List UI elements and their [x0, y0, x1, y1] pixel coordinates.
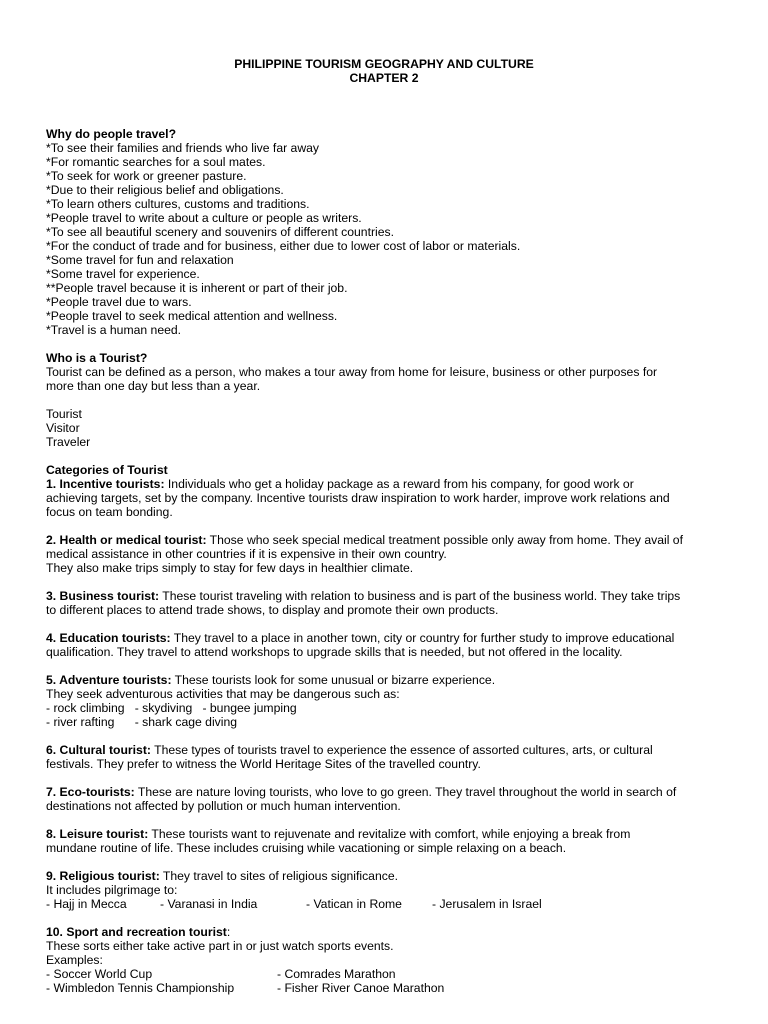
category-text: to different places to attend trade shows, to display and promote their own products. — [46, 603, 499, 617]
category-text: These sorts either take active part in or just watch sports events. — [46, 939, 394, 953]
sport-examples — [46, 967, 736, 981]
term-tourist: Tourist — [46, 407, 82, 421]
category-label: 5. Adventure tourists: — [46, 673, 172, 687]
sport-example: - Fisher River Canoe Marathon — [277, 981, 445, 995]
sport-example: - Comrades Marathon — [277, 967, 396, 981]
category-text: These tourist traveling with relation to business and is part of the business world. They take trips — [159, 589, 681, 603]
why-item: *To see their families and friends who live far away — [46, 141, 319, 155]
pilgrimage-item: - Hajj in Mecca — [46, 897, 127, 911]
why-item: *For romantic searches for a soul mates. — [46, 155, 266, 169]
why-item: *People travel due to wars. — [46, 295, 192, 309]
category-text: Examples: — [46, 953, 103, 967]
why-item: *Travel is a human need. — [46, 323, 182, 337]
who-definition-line: more than one day but less than a year. — [46, 379, 261, 393]
category-label: 1. Incentive tourists: — [46, 477, 165, 491]
category-text: These types of tourists travel to experience the essence of assorted cultures, arts, or cultural — [150, 743, 653, 757]
title-block — [0, 57, 768, 85]
category-label: 2. Health or medical tourist: — [46, 533, 207, 547]
category-text: focus on team bonding. — [46, 505, 173, 519]
chapter-label: CHAPTER 2 — [349, 71, 419, 85]
category-text: qualification. They travel to attend workshops to upgrade skills that is needed, but not offered in the locality. — [46, 645, 623, 659]
category-text: It includes pilgrimage to: — [46, 883, 178, 897]
category-education — [46, 631, 736, 659]
category-text: They also make trips simply to stay for few days in healthier climate. — [46, 561, 414, 575]
pilgrimage-item: - Vatican in Rome — [306, 897, 402, 911]
category-label-colon: : — [226, 925, 231, 939]
category-cultural — [46, 743, 736, 771]
why-section — [46, 127, 736, 337]
document-title: PHILIPPINE TOURISM GEOGRAPHY AND CULTURE — [234, 57, 534, 71]
category-text: They travel to sites of religious significance. — [159, 869, 398, 883]
who-definition-line: Tourist can be defined as a person, who makes a tour away from home for leisure, business or other purposes for — [46, 365, 658, 379]
pilgrimage-item: - Varanasi in India — [160, 897, 258, 911]
category-incentive — [46, 477, 736, 519]
category-leisure — [46, 827, 736, 855]
why-heading: Why do people travel? — [46, 127, 177, 141]
pilgrimage-list — [46, 897, 736, 911]
category-religious — [46, 869, 736, 911]
category-text: Individuals who get a holiday package as a reward from his company, for good work or — [164, 477, 634, 491]
category-text: These are nature loving tourists, who love to go green. They travel throughout the world in search of — [134, 785, 677, 799]
category-text: festivals. They prefer to witness the World Heritage Sites of the travelled country. — [46, 757, 481, 771]
category-eco — [46, 785, 736, 813]
activity-list: - river rafting - shark cage diving — [46, 715, 238, 729]
category-label: 7. Eco-tourists: — [46, 785, 135, 799]
category-text: These tourists want to rejuvenate and revitalize with comfort, while enjoying a break from — [148, 827, 631, 841]
who-section — [46, 351, 736, 449]
why-item: *For the conduct of trade and for business, either due to lower cost of labor or materials. — [46, 239, 521, 253]
category-text: They seek adventurous activities that may be dangerous such as: — [46, 687, 400, 701]
categories-heading: Categories of Tourist — [46, 463, 168, 477]
why-item: *Some travel for fun and relaxation — [46, 253, 234, 267]
category-text: These tourists look for some unusual or bizarre experience. — [171, 673, 496, 687]
why-item: *To learn others cultures, customs and traditions. — [46, 197, 310, 211]
category-sport — [46, 925, 736, 995]
term-visitor: Visitor — [46, 421, 80, 435]
category-text: mundane routine of life. These includes cruising while vacationing or simple relaxing on a beach. — [46, 841, 567, 855]
category-label: 8. Leisure tourist: — [46, 827, 149, 841]
activity-list: - rock climbing - skydiving - bungee jumping — [46, 701, 297, 715]
why-item: *Some travel for experience. — [46, 267, 200, 281]
category-label: 10. Sport and recreation tourist — [46, 925, 227, 939]
category-text: achieving targets, set by the company. Incentive tourists draw inspiration to work harder, improve work relations and — [46, 491, 670, 505]
why-item: *To see all beautiful scenery and souvenirs of different countries. — [46, 225, 394, 239]
category-label: 4. Education tourists: — [46, 631, 171, 645]
sport-example: - Soccer World Cup — [46, 967, 153, 981]
category-label: 3. Business tourist: — [46, 589, 160, 603]
why-item: *People travel to seek medical attention and wellness. — [46, 309, 338, 323]
category-text: They travel to a place in another town, city or country for further study to improve educational — [170, 631, 675, 645]
categories-section — [46, 463, 736, 995]
category-text: Those who seek special medical treatment possible only away from home. They avail of — [206, 533, 683, 547]
pilgrimage-item: - Jerusalem in Israel — [432, 897, 542, 911]
document-body — [46, 127, 736, 995]
category-text: destinations not affected by pollution or much human intervention. — [46, 799, 401, 813]
category-business — [46, 589, 736, 617]
category-health — [46, 533, 736, 575]
category-adventure — [46, 673, 736, 729]
why-item: *Due to their religious belief and obligations. — [46, 183, 284, 197]
who-heading: Who is a Tourist? — [46, 351, 148, 365]
category-text: medical assistance in other countries if it is expensive in their own country. — [46, 547, 447, 561]
why-item: **People travel because it is inherent or part of their job. — [46, 281, 348, 295]
term-traveler: Traveler — [46, 435, 91, 449]
category-label: 6. Cultural tourist: — [46, 743, 151, 757]
category-label: 9. Religious tourist: — [46, 869, 160, 883]
why-item: *People travel to write about a culture or people as writers. — [46, 211, 362, 225]
why-item: *To seek for work or greener pasture. — [46, 169, 247, 183]
sport-examples — [46, 981, 736, 995]
sport-example: - Wimbledon Tennis Championship — [46, 981, 235, 995]
